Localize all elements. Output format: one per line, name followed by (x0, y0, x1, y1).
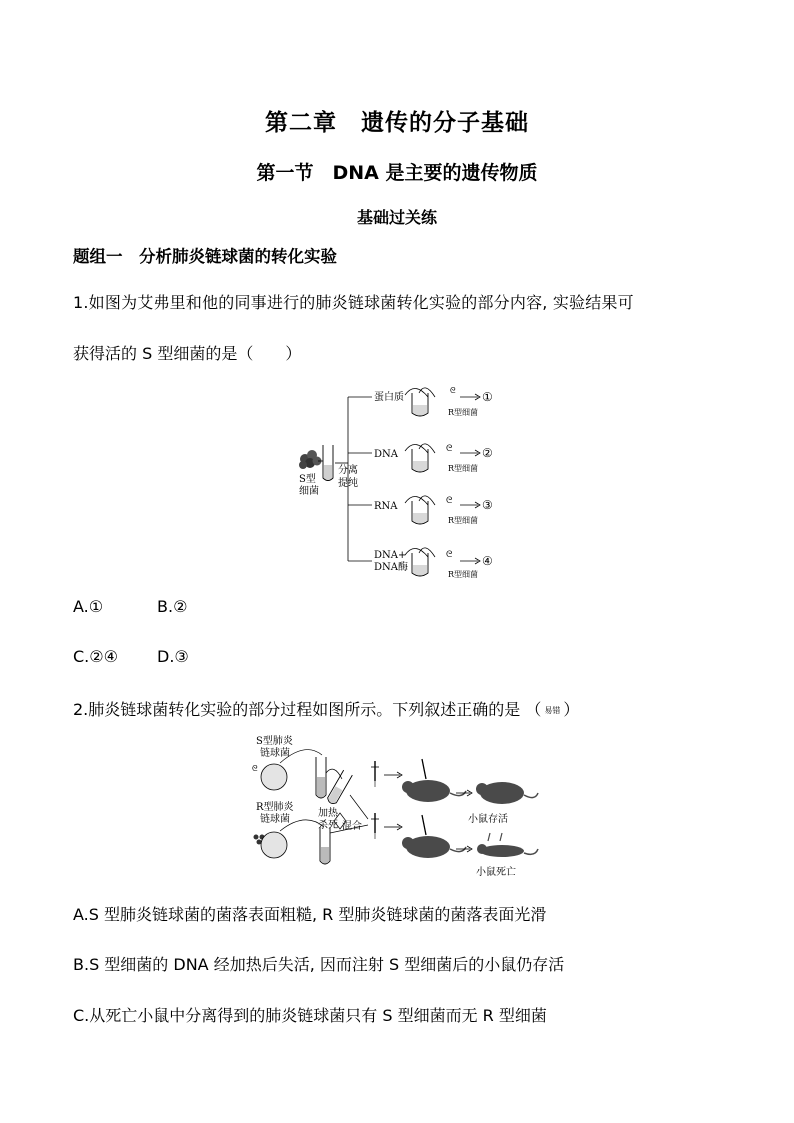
branch-substance-label: DNA (374, 449, 398, 460)
q1-option-a: A.① (73, 597, 104, 616)
mouse-dead-icon (477, 833, 538, 857)
mouse-injected-top-icon (402, 759, 466, 802)
chapter-title: 第二章 遗传的分子基础 (265, 110, 529, 136)
q1-stem-line1: 1.如图为艾弗里和他的同事进行的肺炎链球菌转化实验的部分内容, 实验结果可 (73, 293, 634, 312)
mouse-alive-icon (476, 782, 538, 804)
q1-stem-line2: 获得活的 S 型细菌的是（ ） (73, 344, 302, 363)
source-label-2: 细菌 (299, 486, 319, 497)
branch-substance-label-2: DNA酶 (374, 562, 408, 573)
branch-substance-label: DNA+ (374, 550, 407, 561)
branch-2 (348, 444, 493, 473)
q2-stem (73, 697, 579, 720)
branch-result: ④ (482, 554, 493, 568)
q2-option-b: B.S 型细菌的 DNA 经加热后失活, 因而注射 S 型细菌后的小鼠仍存活 (73, 955, 565, 974)
survive-label: 小鼠存活 (468, 814, 508, 825)
die-label: 小鼠死亡 (476, 867, 516, 878)
s-plate-icon (261, 764, 287, 790)
q2-option-c: C.从死亡小鼠中分离得到的肺炎链球菌只有 S 型细菌而无 R 型细菌 (73, 1006, 547, 1025)
branch-bacteria-label: R型细菌 (448, 408, 479, 417)
r-label-1: R型肺炎 (256, 802, 294, 813)
r-label-2: 链球菌 (260, 814, 290, 825)
branch-bacteria-label: R型细菌 (448, 464, 479, 473)
r-plate-icon (261, 832, 287, 858)
q2-figure (250, 733, 550, 883)
q1-figure (290, 383, 510, 583)
branch-4 (348, 548, 493, 579)
branch-substance-label: RNA (374, 501, 398, 512)
section-title: 第一节 DNA 是主要的遗传物质 (256, 162, 538, 184)
bacteria-icon: ᘓ (446, 496, 453, 506)
step-label-2: 提纯 (338, 478, 358, 489)
q2-option-a: A.S 型肺炎链球菌的菌落表面粗糙, R 型肺炎链球菌的菌落表面光滑 (73, 905, 547, 924)
heated-test-tube-icon (326, 770, 352, 805)
branch-result: ① (482, 390, 493, 404)
branch-3 (348, 496, 493, 525)
mouse-injected-bottom-icon (402, 815, 466, 858)
bacteria-icon: ᘓ (446, 550, 453, 560)
s-bacteria-blob-icon (299, 450, 322, 469)
syringe-bottom-icon (371, 813, 379, 839)
branch-bacteria-label: R型细菌 (448, 516, 479, 525)
branch-result: ③ (482, 498, 493, 512)
branch-bacteria-label: R型细菌 (448, 570, 479, 579)
heat-label-2: 杀死 (318, 820, 338, 831)
q2-stem-close: ） (563, 700, 580, 719)
source-label-1: S型 (299, 474, 316, 485)
branch-substance-label: 蛋白质 (374, 392, 404, 403)
q2-stem-text: 2.肺炎链球菌转化实验的部分过程如图所示。下列叙述正确的是 （ (73, 700, 542, 719)
s-bacteria-icon: ᘓ (252, 764, 258, 773)
s-label-1: S型肺炎 (256, 736, 293, 747)
practice-title: 基础过关练 (356, 208, 437, 227)
syringe-top-icon (371, 761, 379, 787)
q1-option-d: D.③ (157, 647, 189, 666)
q1-option-c: C.②④ (73, 647, 118, 666)
q2-difficulty-tag: 易错 (544, 706, 561, 715)
branch-1 (348, 386, 493, 417)
bacteria-icon: ᘓ (446, 444, 453, 454)
bacteria-icon: ᘓ (450, 386, 456, 395)
s-label-2: 链球菌 (260, 748, 290, 759)
source-test-tube-icon (323, 445, 333, 481)
group-title: 题组一 分析肺炎链球菌的转化实验 (73, 247, 337, 266)
heat-label-1: 加热 (318, 808, 338, 819)
q1-option-b: B.② (157, 597, 188, 616)
branch-result: ② (482, 446, 493, 460)
step-label-1: 分离 (338, 465, 358, 476)
mix-label: 混合 (342, 821, 362, 832)
